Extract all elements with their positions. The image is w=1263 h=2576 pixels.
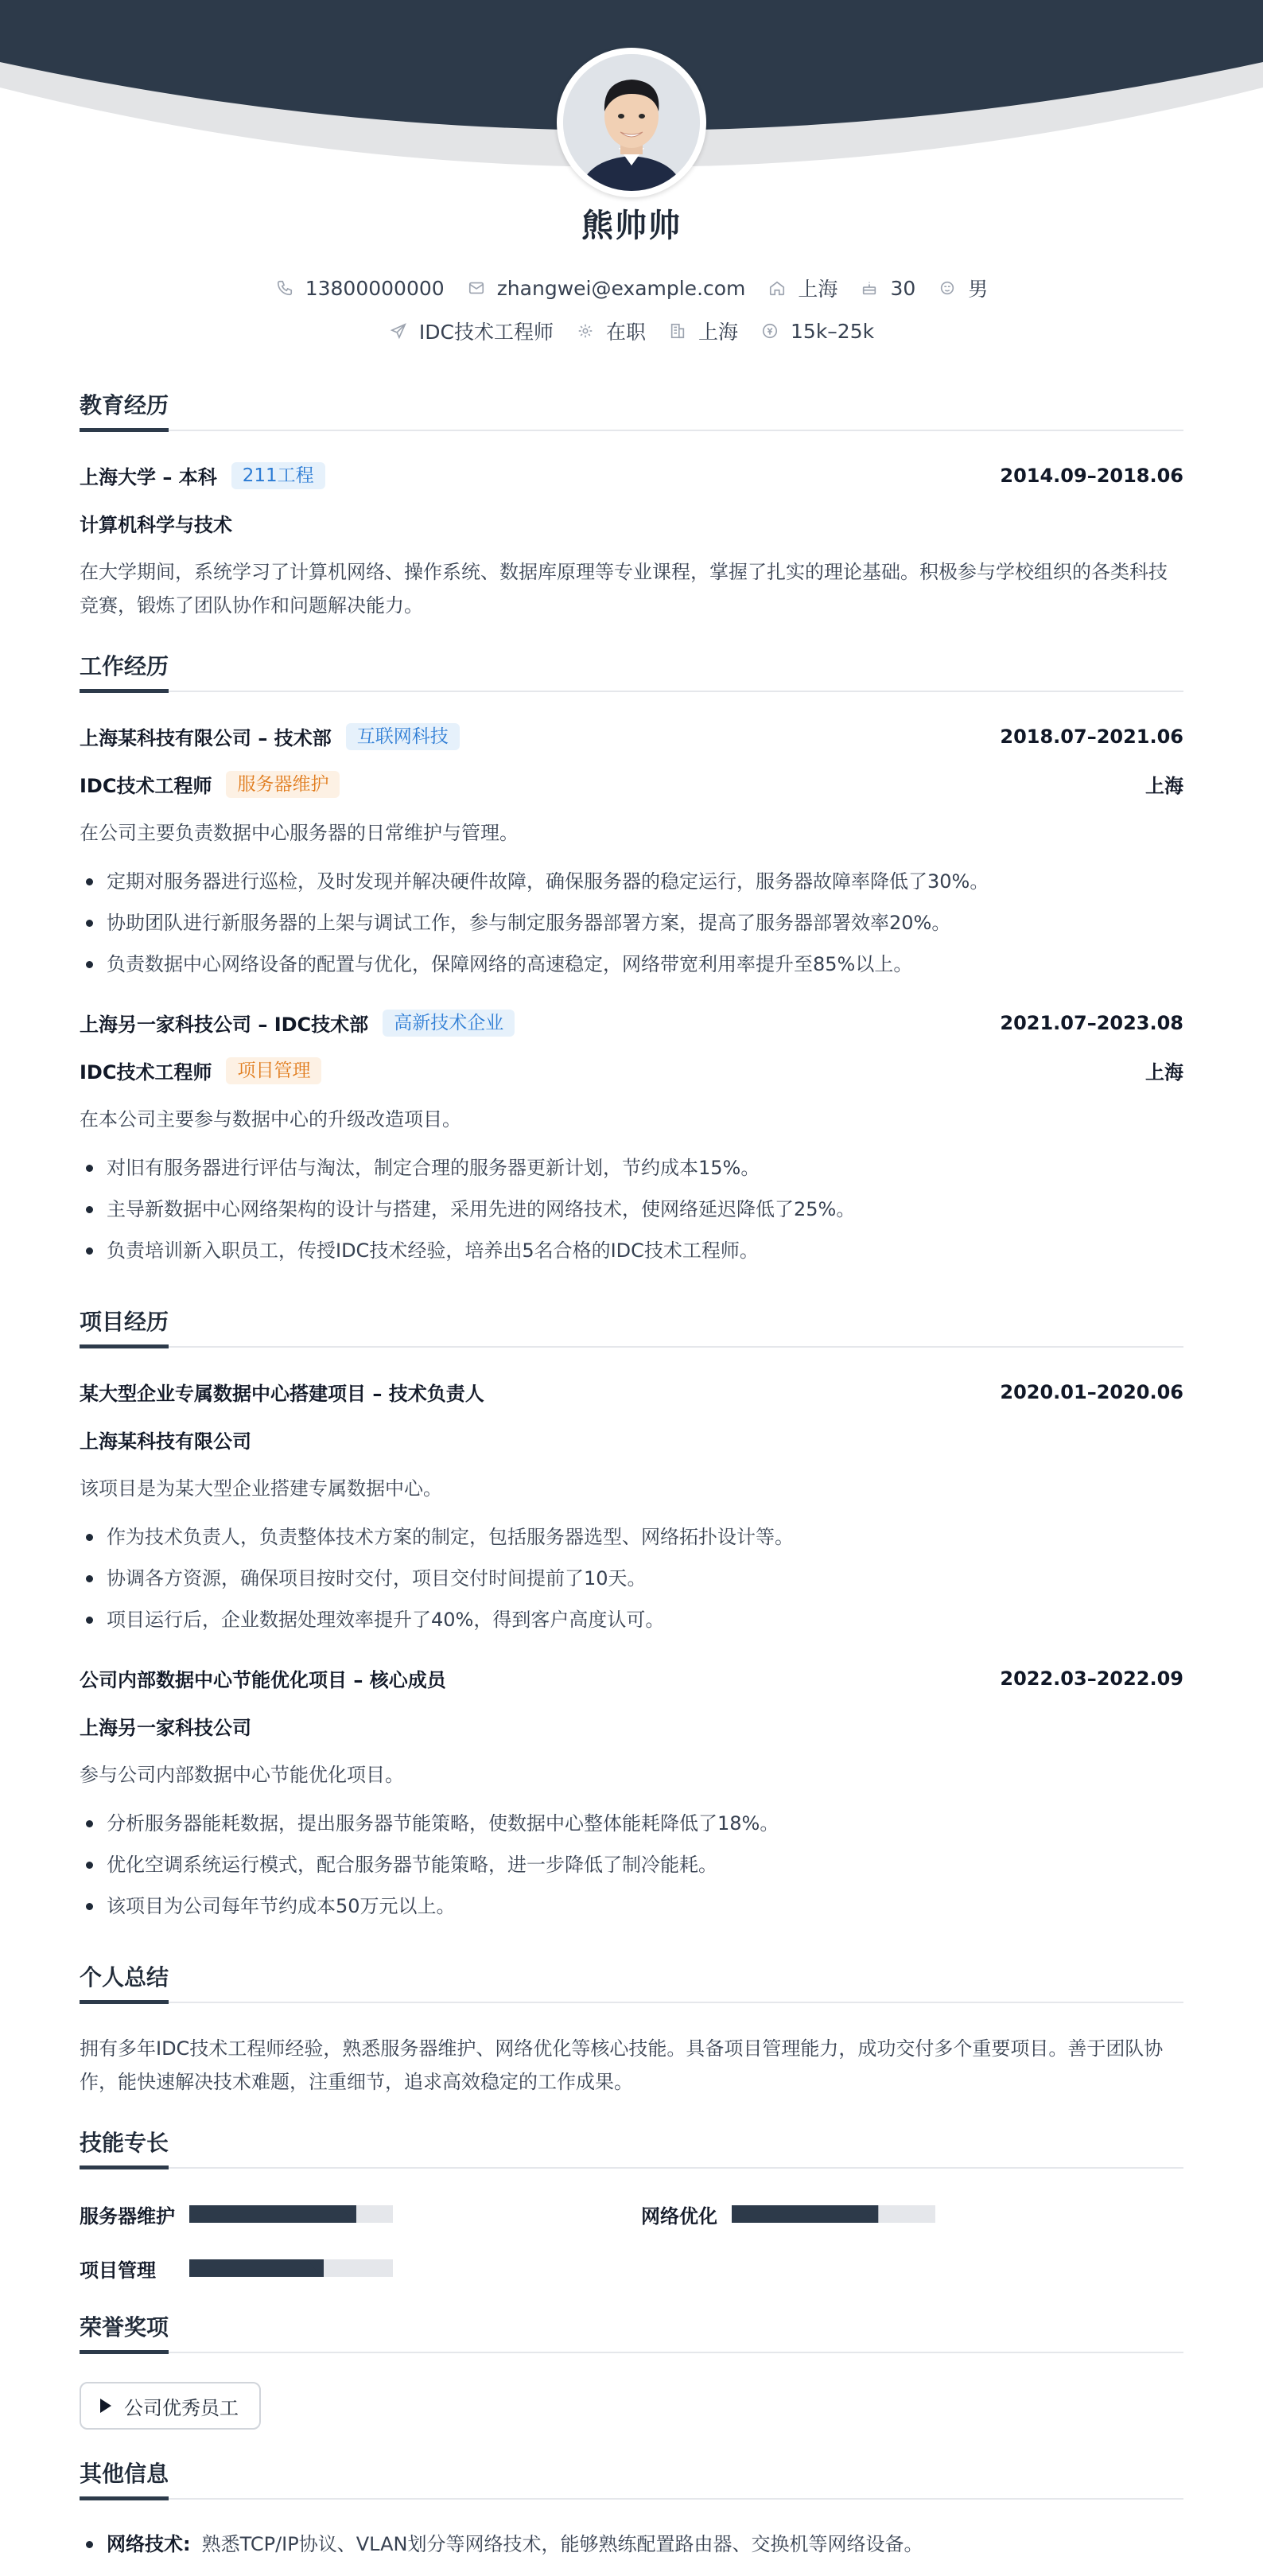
education-school: 上海大学 – 本科 (80, 466, 217, 488)
list-item: 优化空调系统运行模式，配合服务器节能策略，进一步降低了制冷能耗。 (80, 1849, 1183, 1890)
salary-text: 15k–25k (791, 319, 875, 343)
work-city-item (668, 317, 738, 345)
other-label: 网络技术: (107, 2533, 191, 2555)
project-2-company: 上海另一家科技公司 (80, 1717, 251, 1739)
list-item: 协调各方资源，确保项目按时交付，项目交付时间提前了10天。 (80, 1562, 1183, 1604)
position-item (389, 317, 554, 345)
gender-text: 男 (968, 278, 989, 301)
skill-fill (732, 2205, 878, 2223)
other-item (80, 2528, 1183, 2560)
list-item: 项目运行后，企业数据处理效率提升了40%，得到客户高度认可。 (80, 1604, 1183, 1645)
play-icon (100, 2399, 111, 2413)
summary-text: 拥有多年IDC技术工程师经验，熟悉服务器维护、网络优化等核心技能。具备项目管理能力，成功交付多个重要项目。善于团队协作，能快速解决技术难题，注重细节，追求高效稳定的工作成果。 (80, 2037, 1164, 2093)
avatar-photo (563, 54, 700, 191)
skill-item (80, 2255, 156, 2282)
list-item: 分析服务器能耗数据，提出服务器节能策略，使数据中心整体能耗降低了18%。 (80, 1807, 1183, 1849)
list-item: 负责培训新入职员工，传授IDC技术经验，培养出5名合格的IDC技术工程师。 (80, 1235, 1183, 1276)
age-item (860, 277, 915, 300)
project-2-company-row (80, 1712, 1183, 1740)
skill-bar (732, 2205, 935, 2223)
skill-name: 网络优化 (641, 2205, 717, 2228)
work-1-city: 上海 (1145, 775, 1183, 797)
job-info-row (0, 317, 1263, 345)
education-tag: 211工程 (231, 462, 325, 489)
project-1-header (80, 1378, 1183, 1406)
list-item: 对旧有服务器进行评估与淘汰，制定合理的服务器更新计划，节约成本15%。 (80, 1152, 1183, 1193)
email-item (467, 277, 746, 300)
project-2-date: 2022.03–2022.09 (1000, 1667, 1183, 1690)
work-2-company-tag: 高新技术企业 (383, 1010, 515, 1037)
list-item: 负责数据中心网络设备的配置与优化，保障网络的高速稳定，网络带宽利用率提升至85%以上。 (80, 948, 1183, 990)
education-description: 在大学期间，系统学习了计算机网络、操作系统、数据库原理等专业课程，掌握了扎实的理论基础。积极参与学校组织的各类科技竞赛，锻炼了团队协作和问题解决能力。 (80, 561, 1168, 617)
award-item (80, 2382, 261, 2430)
skill-fill (189, 2259, 324, 2277)
avatar (557, 48, 706, 197)
status-item (576, 317, 646, 345)
work-1-header (80, 722, 1183, 750)
send-icon (389, 321, 408, 340)
education-major: 计算机科学与技术 (80, 514, 232, 536)
cake-icon (860, 278, 879, 298)
coin-icon (760, 321, 779, 340)
work-city-text: 上海 (698, 321, 739, 344)
skill-bar (189, 2205, 393, 2223)
salary-item (760, 320, 874, 343)
gender-icon (938, 278, 957, 298)
education-header (80, 461, 1183, 489)
list-item: 该项目为公司每年节约成本50万元以上。 (80, 1890, 1183, 1932)
section-title-skills: 技能专长 (80, 2129, 1183, 2169)
project-1-bullets (80, 1521, 1183, 1645)
location-item (768, 274, 837, 302)
section-title-projects: 项目经历 (80, 1308, 1183, 1348)
skill-item (641, 2200, 717, 2228)
gender-item (938, 274, 988, 302)
location-text: 上海 (798, 278, 838, 301)
work-1-company: 上海某科技有限公司 – 技术部 (80, 727, 332, 749)
project-2-bullets (80, 1807, 1183, 1932)
project-1-title: 某大型企业专属数据中心搭建项目 – 技术负责人 (80, 1383, 484, 1405)
list-item: 定期对服务器进行巡检，及时发现并解决硬件故障，确保服务器的稳定运行，服务器故障率降低了30%。 (80, 866, 1183, 907)
list-item: 协助团队进行新服务器的上架与调试工作，参与制定服务器部署方案，提高了服务器部署效率20%。 (80, 907, 1183, 948)
project-2-title: 公司内部数据中心节能优化项目 – 核心成员 (80, 1669, 446, 1691)
candidate-name: 熊帅帅 (581, 208, 682, 244)
age-text: 30 (890, 276, 916, 300)
work-1-bullets (80, 866, 1183, 990)
project-1-date: 2020.01–2020.06 (1000, 1380, 1183, 1403)
work-2-role: IDC技术工程师 (80, 1061, 212, 1084)
section-title-summary: 个人总结 (80, 1963, 1183, 2003)
work-2-bullets (80, 1152, 1183, 1276)
project-2-header (80, 1664, 1183, 1692)
skill-item (80, 2200, 175, 2228)
work-2-role-row (80, 1056, 1183, 1084)
work-2-intro: 在本公司主要参与数据中心的升级改造项目。 (80, 1108, 461, 1130)
work-1-intro: 在公司主要负责数据中心服务器的日常维护与管理。 (80, 822, 519, 844)
project-2-intro: 参与公司内部数据中心节能优化项目。 (80, 1764, 404, 1786)
education-date: 2014.09–2018.06 (1000, 464, 1183, 487)
contact-info-row (0, 274, 1263, 302)
section-title-other: 其他信息 (80, 2460, 1183, 2500)
list-item: 作为技术负责人，负责整体技术方案的制定，包括服务器选型、网络拓扑设计等。 (80, 1521, 1183, 1562)
skill-name: 服务器维护 (80, 2205, 175, 2228)
section-title-awards: 荣誉奖项 (80, 2313, 1183, 2353)
home-icon (768, 278, 787, 298)
email-text: zhangwei@example.com (496, 276, 746, 300)
gear-icon (576, 321, 595, 340)
work-2-company: 上海另一家科技公司 – IDC技术部 (80, 1014, 369, 1036)
education-major-row (80, 509, 1183, 537)
section-title-education: 教育经历 (80, 391, 1183, 431)
work-1-date: 2018.07–2021.06 (1000, 725, 1183, 748)
skill-bar (189, 2259, 393, 2277)
project-1-company: 上海某科技有限公司 (80, 1430, 251, 1453)
work-2-date: 2021.07–2023.08 (1000, 1011, 1183, 1034)
work-2-header (80, 1009, 1183, 1037)
mail-icon (467, 278, 486, 298)
work-1-role: IDC技术工程师 (80, 775, 212, 797)
award-text: 公司优秀员工 (124, 2396, 239, 2419)
work-1-company-tag: 互联网科技 (346, 723, 460, 750)
position-text: IDC技术工程师 (418, 321, 554, 344)
project-1-intro: 该项目是为某大型企业搭建专属数据中心。 (80, 1477, 442, 1500)
phone-item (275, 277, 445, 300)
phone-icon (275, 278, 294, 298)
status-text: 在职 (605, 321, 646, 344)
phone-text: 13800000000 (305, 276, 445, 300)
skill-fill (189, 2205, 356, 2223)
other-text: 熟悉TCP/IP协议、VLAN划分等网络技术，能够熟练配置路由器、交换机等网络设备。 (201, 2533, 923, 2555)
work-2-city: 上海 (1145, 1061, 1183, 1084)
work-1-role-tag: 服务器维护 (226, 771, 340, 798)
work-1-role-row (80, 770, 1183, 798)
project-1-company-row (80, 1426, 1183, 1453)
section-title-work: 工作经历 (80, 652, 1183, 692)
list-item: 主导新数据中心网络架构的设计与搭建，采用先进的网络技术，使网络延迟降低了25%。 (80, 1193, 1183, 1235)
building-icon (668, 321, 687, 340)
work-2-role-tag: 项目管理 (226, 1057, 321, 1084)
skill-name: 项目管理 (80, 2259, 156, 2282)
